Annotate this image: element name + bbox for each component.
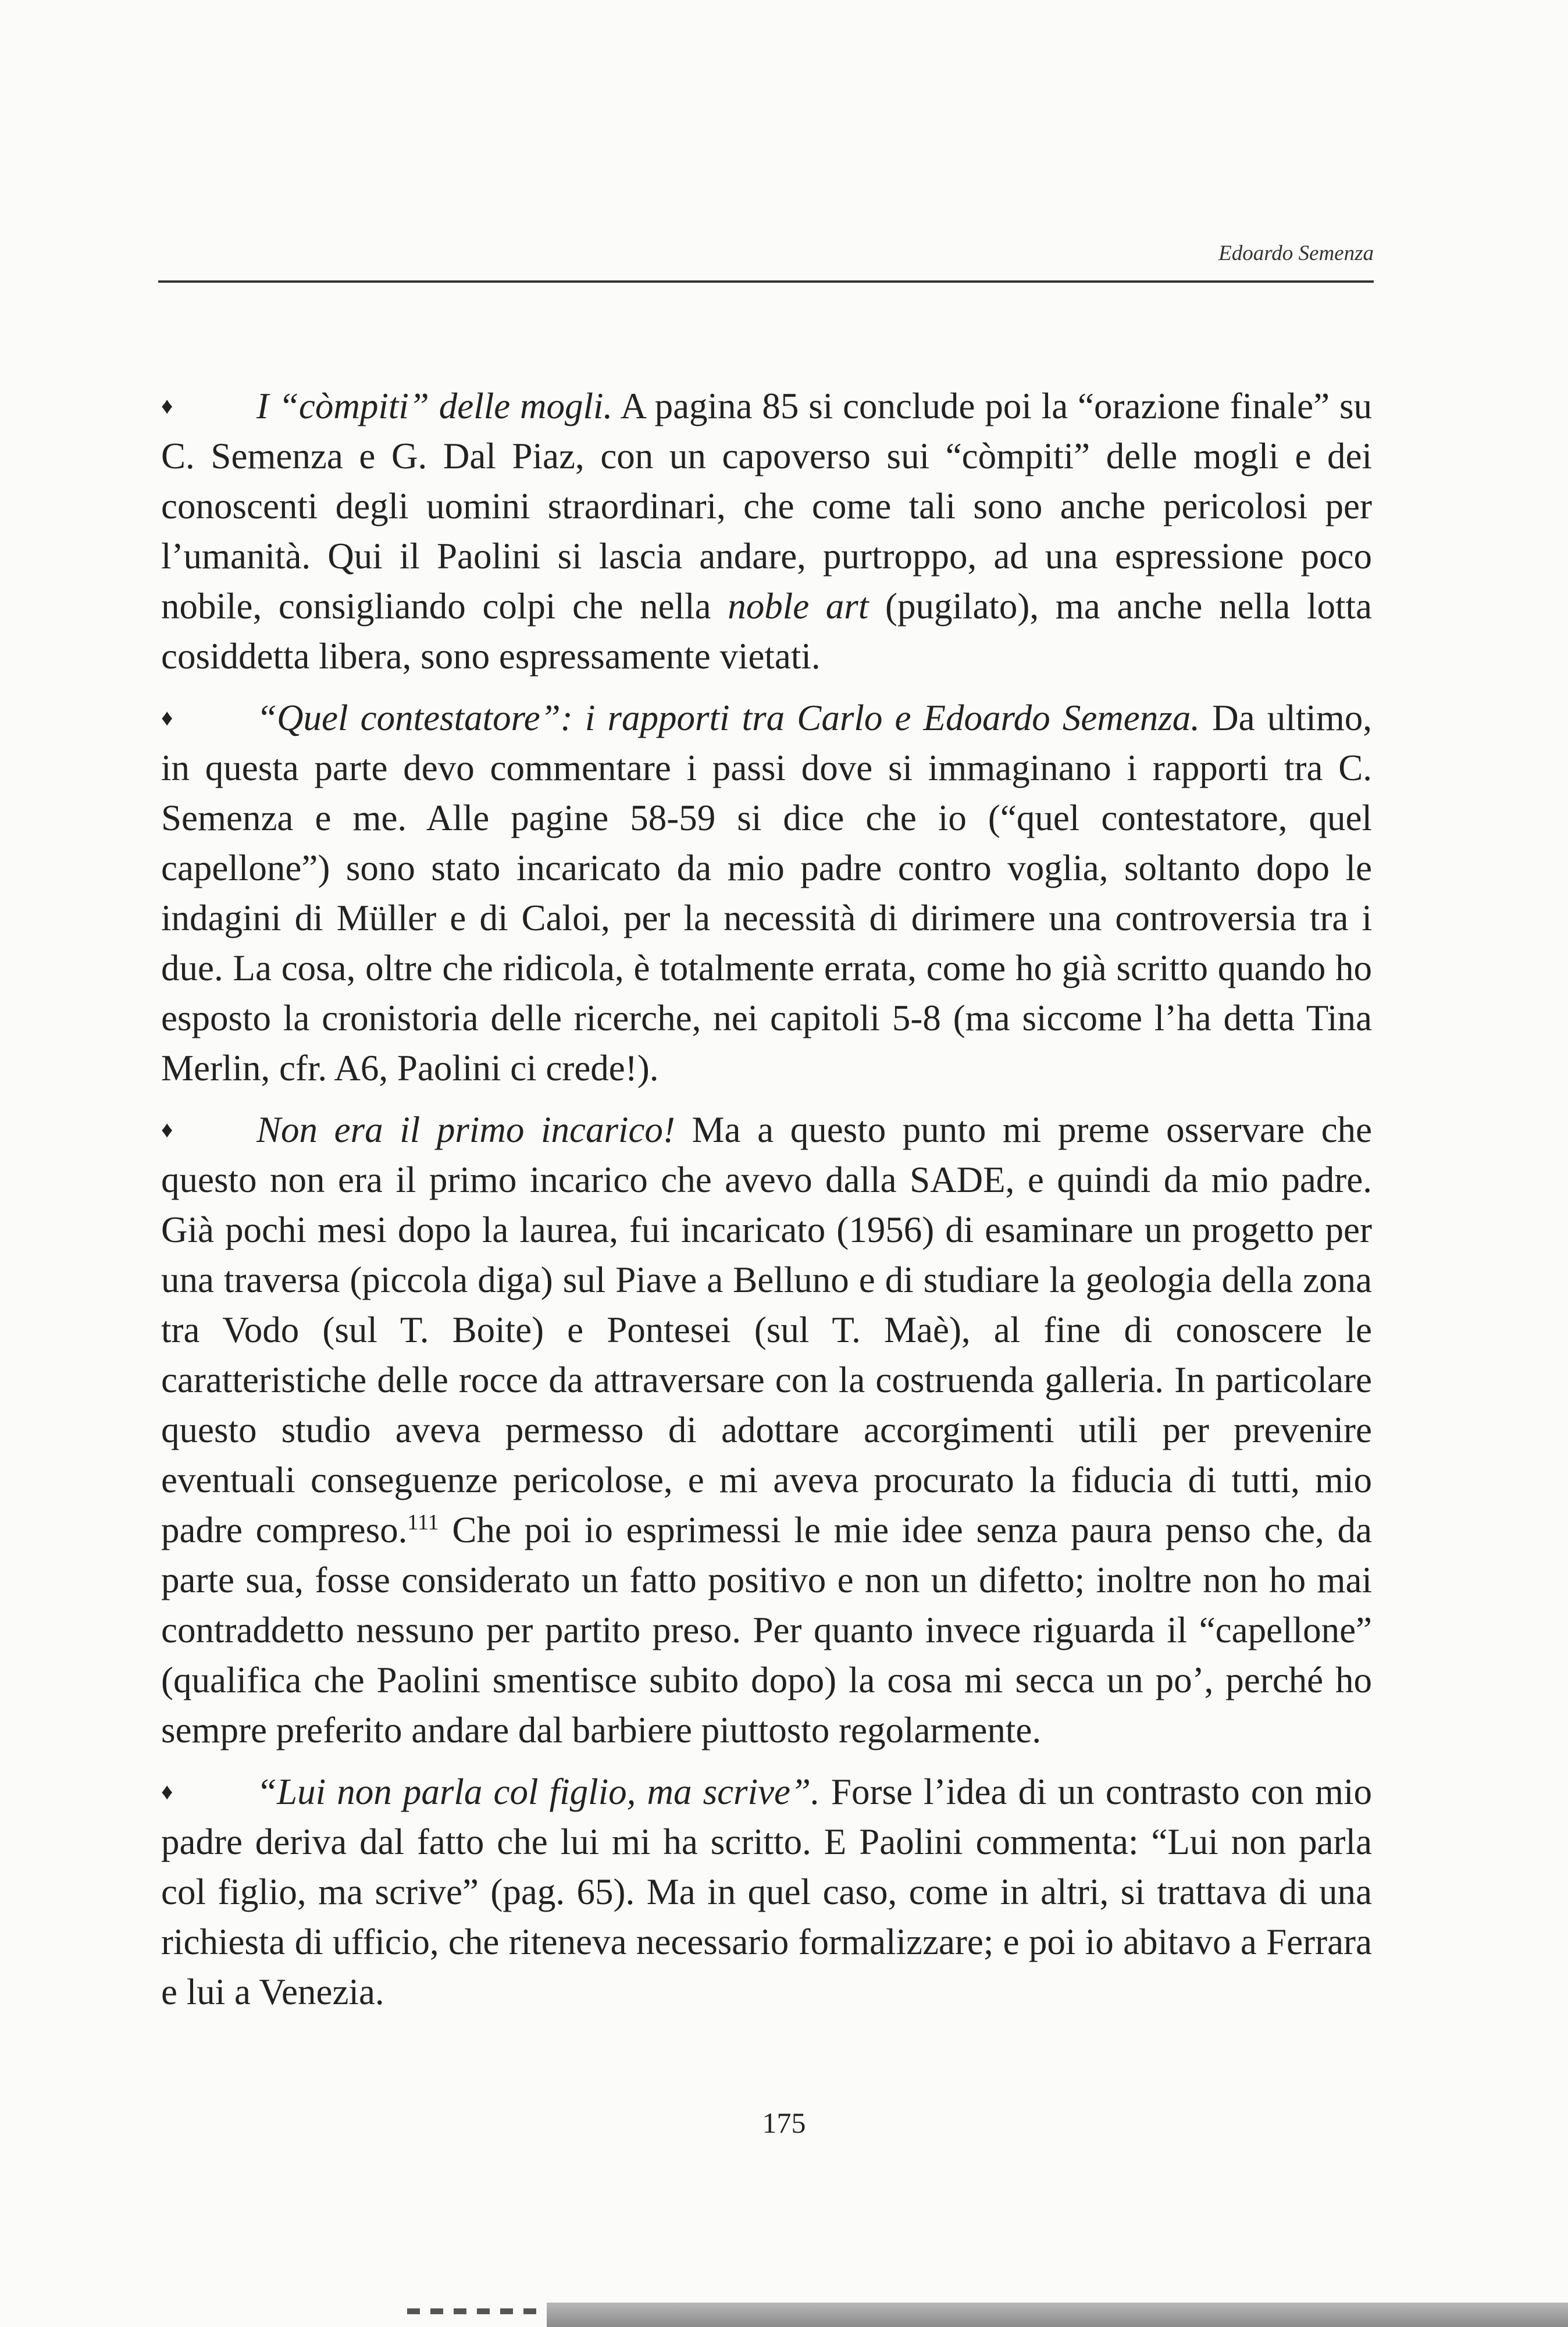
- body-text: [161, 381, 1372, 2029]
- paragraph-primo-incarico: [161, 1105, 1372, 1755]
- paragraph-text: Forse l’idea di un contrasto con mio padre deriva dal fatto che lui mi ha scritto. E Paolini commenta: “Lui non parla col figlio, ma scrive” (pag. 65). Ma in quel caso, come in altri, si trattava di una richiesta di ufficio, che riteneva necessario formalizzare; e poi io abitavo a Ferrara e lui a Venezia.: [161, 1771, 1372, 2012]
- page-number: 175: [762, 2107, 806, 2139]
- diamond-bullet-icon: ♦: [161, 704, 173, 731]
- paragraph-contestatore: [161, 693, 1372, 1093]
- paragraph-mogli: [161, 381, 1372, 681]
- header-rule: [158, 280, 1374, 283]
- running-head: Edoardo Semenza: [1218, 241, 1374, 265]
- paragraph-text: A pagina 85 si conclude poi la “orazione finale” su C. Semenza e G. Dal Piaz, con un capoverso sui “còmpiti” delle mogli e dei conoscenti degli uomini straordinari, che come tali sono anche pericolosi per l’umanità. Qui il Paolini si lascia andare, purtroppo, ad una espressione poco nobile, consigliando colpi che nella: [161, 386, 1372, 627]
- scan-edge-marks: [407, 2308, 547, 2314]
- paragraph-lead: I “còmpiti” delle mogli.: [256, 386, 613, 426]
- paragraph-lead: “Quel contestatore”: i rapporti tra Carlo e Edoardo Semenza.: [256, 698, 1200, 738]
- scan-edge-shadow: [547, 2303, 1568, 2327]
- paragraph-lead: “Lui non parla col figlio, ma scrive”.: [256, 1771, 820, 1812]
- emphasis-text: noble art: [728, 586, 869, 627]
- paragraph-text-after: (pugilato), ma anche nella lotta cosiddetta libera, sono espressamente vietati.: [161, 586, 1372, 677]
- paragraph-lead: Non era il primo incarico!: [256, 1109, 675, 1150]
- diamond-bullet-icon: ♦: [161, 1116, 173, 1143]
- paragraph-text: Ma a questo punto mi preme osservare che questo non era il primo incarico che avevo dalla SADE, e quindi da mio padre. Già pochi mesi dopo la laurea, fui incaricato (1956) di esaminare un progetto per una traversa (piccola diga) sul Piave a Belluno e di studiare la geologia della zona tra Vodo (sul T. Boite) e Pontesei (sul T. Maè), al fine di conoscere le caratteristiche delle rocce da attraversare con la costruenda galleria. In particolare questo studio aveva permesso di adottare accorgimenti utili per prevenire eventuali conseguenze pericolose, e mi aveva procurato la fiducia di tutti, mio padre compreso.: [161, 1109, 1372, 1550]
- footnote-marker: 111: [407, 1510, 439, 1535]
- paragraph-text: Da ultimo, in questa parte devo commentare i passi dove si immaginano i rapporti tra C. Semenza e me. Alle pagine 58-59 si dice che io (“quel contestatore, quel capellone”) sono stato incaricato da mio padre contro voglia, soltanto dopo le indagini di Müller e di Caloi, per la necessità di dirimere una controversia tra i due. La cosa, oltre che ridicola, è totalmente errata, come ho già scritto quando ho esposto la cronistoria delle ricerche, nei capitoli 5-8 (ma siccome l’ha detta Tina Merlin, cfr. A6, Paolini ci crede!).: [161, 698, 1373, 1088]
- diamond-bullet-icon: ♦: [161, 1778, 173, 1805]
- paragraph-scrive: [161, 1767, 1372, 2017]
- paragraph-text-after: Che poi io esprimessi le mie idee senza paura penso che, da parte sua, fosse considerato un fatto positivo e non un difetto; inoltre non ho mai contraddetto nessuno per partito preso. Per quanto invece riguarda il “capellone” (qualifica che Paolini smentisce subito dopo) la cosa mi secca un po’, perché ho sempre preferito andare dal barbiere piuttosto regolarmente.: [161, 1510, 1372, 1750]
- diamond-bullet-icon: ♦: [161, 393, 173, 419]
